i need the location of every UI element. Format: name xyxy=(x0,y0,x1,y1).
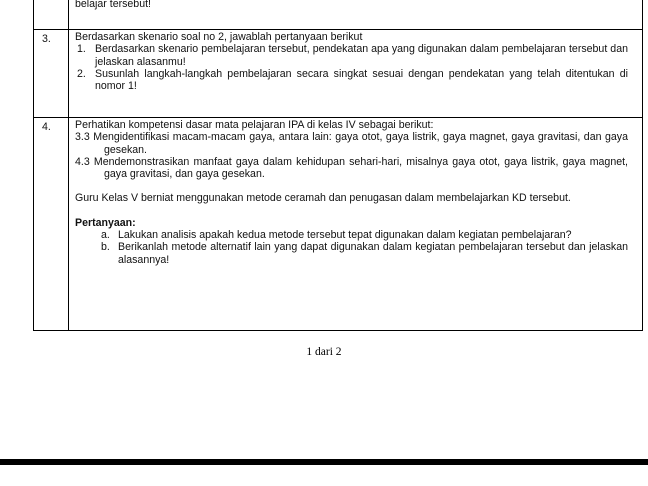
continuation-text: belajar tersebut! xyxy=(75,0,151,10)
questions-heading: Pertanyaan: xyxy=(75,216,136,229)
competency-text: 4.3 Mendemonstrasikan manfaat gaya dalam kehidupan sehari-hari, misalnya gaya otot, gaya listrik, gaya magnet, gaya gravitasi, dan gaya gesekan. xyxy=(75,155,628,181)
question-item xyxy=(75,241,628,266)
question-table xyxy=(33,0,643,331)
row-number: 4. xyxy=(42,121,51,133)
question-3-item xyxy=(75,68,628,93)
item-text: Berikanlah metode alternatif lain yang dapat digunakan dalam kegiatan pembelajaran tersebut dan jelaskan alasannya! xyxy=(118,241,628,266)
scenario-text: Guru Kelas V berniat menggunakan metode ceramah dan penugasan dalam membelajarkan KD tersebut. xyxy=(75,192,571,205)
item-marker: a. xyxy=(101,229,110,242)
item-text: Lakukan analisis apakah kedua metode tersebut tepat digunakan dalam kegiatan pembelajaran? xyxy=(118,229,572,242)
row-divider xyxy=(34,117,642,118)
question-4-intro: Perhatikan kompetensi dasar mata pelajaran IPA di kelas IV sebagai berikut: xyxy=(75,119,434,131)
row-divider xyxy=(34,29,642,30)
item-marker: b. xyxy=(101,241,110,254)
question-3 xyxy=(75,31,628,92)
item-text: Susunlah langkah-langkah pembelajaran secara singkat sesuai dengan pendekatan yang telah ditentukan di nomor 1! xyxy=(95,67,628,93)
item-marker: 1. xyxy=(77,43,86,56)
row-2-continuation xyxy=(75,0,628,10)
item-marker: 2. xyxy=(77,67,86,80)
page-separator-bar xyxy=(0,459,648,465)
item-text: Berdasarkan skenario pembelajaran tersebut, pendekatan apa yang digunakan dalam pembelajaran tersebut dan jelaskan alasanmu! xyxy=(95,43,628,68)
column-divider xyxy=(68,0,69,330)
question-4 xyxy=(75,119,628,266)
page-number: 1 dari 2 xyxy=(306,346,342,358)
competency-text: 3.3 Mengidentifikasi macam-macam gaya, antara lain: gaya otot, gaya listrik, gaya magnet, gaya gravitasi, dan gaya gesekan. xyxy=(75,131,628,156)
row-number: 3. xyxy=(42,33,51,45)
question-3-intro: Berdasarkan skenario soal no 2, jawablah pertanyaan berikut xyxy=(75,31,363,43)
competency-item xyxy=(75,156,628,181)
question-3-item xyxy=(75,43,628,68)
competency-item xyxy=(75,131,628,156)
question-item xyxy=(75,229,628,241)
